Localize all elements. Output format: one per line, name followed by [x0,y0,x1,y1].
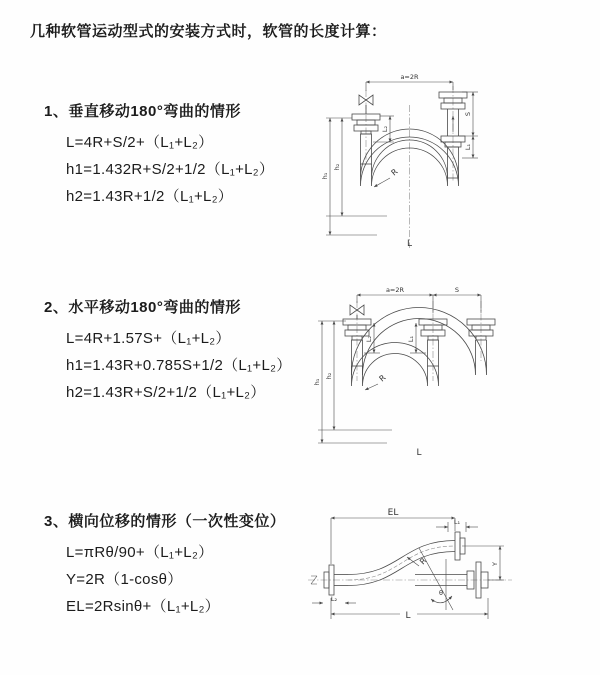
hose-s-curve [348,541,455,586]
dimension-length [331,598,488,621]
centerlines [357,301,481,381]
section-3-heading: 3、横向位移的情形（一次性变位） [44,513,286,530]
dim-label-h2: h₂ [325,372,333,380]
radius-label: R [389,167,400,178]
section-2-heading: 2、水平移动180°弯曲的情形 [44,299,241,316]
dim-label-s: S [454,286,460,294]
dim-label-l1: L₁ [453,518,461,526]
dimension-width [366,73,453,91]
dim-label-l1: L₁ [464,143,472,151]
formula-line: L=πRθ/90+（L₁+L₂） [66,544,214,561]
dim-label-h1: h₁ [321,172,329,180]
dim-label-l2: L₂ [330,595,338,603]
dimension-heights [321,118,387,235]
length-label: L [406,239,413,249]
formula-line: h1=1.43R+0.785S+1/2（L₁+L₂） [66,357,292,374]
section-3 [44,512,319,620]
formula-line: L=4R+1.57S+（L₁+L₂） [66,330,231,347]
page-title: 几种软管运动型式的安装方式时，软管的长度计算： [30,23,387,40]
dimension-el [331,508,455,564]
formula-line: L=4R+S/2+（L₁+L₂） [66,134,214,151]
dim-label-y: Y [491,562,499,566]
dimension-l2 [312,595,356,603]
formula-line: h1=1.432R+S/2+1/2（L₁+L₂） [66,161,275,178]
dim-label-el: EL [387,508,399,518]
dim-label-l2: L₂ [365,335,373,343]
diagram-lateral-displacement [300,502,592,650]
dim-label-l1: L₁ [407,335,415,343]
radius-label: R [418,556,429,567]
section-1-heading: 1、垂直移动180°弯曲的情形 [44,103,241,120]
diagram-2-svg [312,283,542,458]
dimension-l1 [436,518,478,532]
length-label: L [405,611,411,621]
diagram-3-svg [300,502,592,650]
formula-line: Y=2R（1-cosθ） [66,571,183,588]
formula-line: h2=1.43R+1/2（L₁+L₂） [66,188,234,205]
formula-line: EL=2Rsinθ+（L₁+L₂） [66,598,220,615]
angle-construction [419,548,453,610]
dim-label-h1: h₁ [313,378,321,386]
angle-label: θ [439,589,443,597]
diagram-horizontal-180-bend [312,283,542,458]
diagram-vertical-180-bend [312,70,512,260]
section-1 [44,102,319,210]
radius-label: R [377,373,388,384]
centerlines [366,86,453,248]
length-label: L [416,448,422,458]
dim-label-l2: L₂ [381,125,389,133]
radius-callout [365,373,388,390]
formula-line: h2=1.43R+S/2+1/2（L₁+L₂） [66,384,266,401]
dimension-y [462,546,504,580]
dim-label-s: S [464,111,472,117]
dim-label-h2: h₂ [333,163,341,171]
dim-label-a2r: a=2R [400,73,419,81]
dimension-heights [313,321,392,443]
section-2 [44,298,319,406]
dimension-width [357,286,481,313]
dim-label-a2r: a=2R [385,286,405,294]
diagram-1-svg [312,70,512,260]
radius-callout [374,167,400,187]
